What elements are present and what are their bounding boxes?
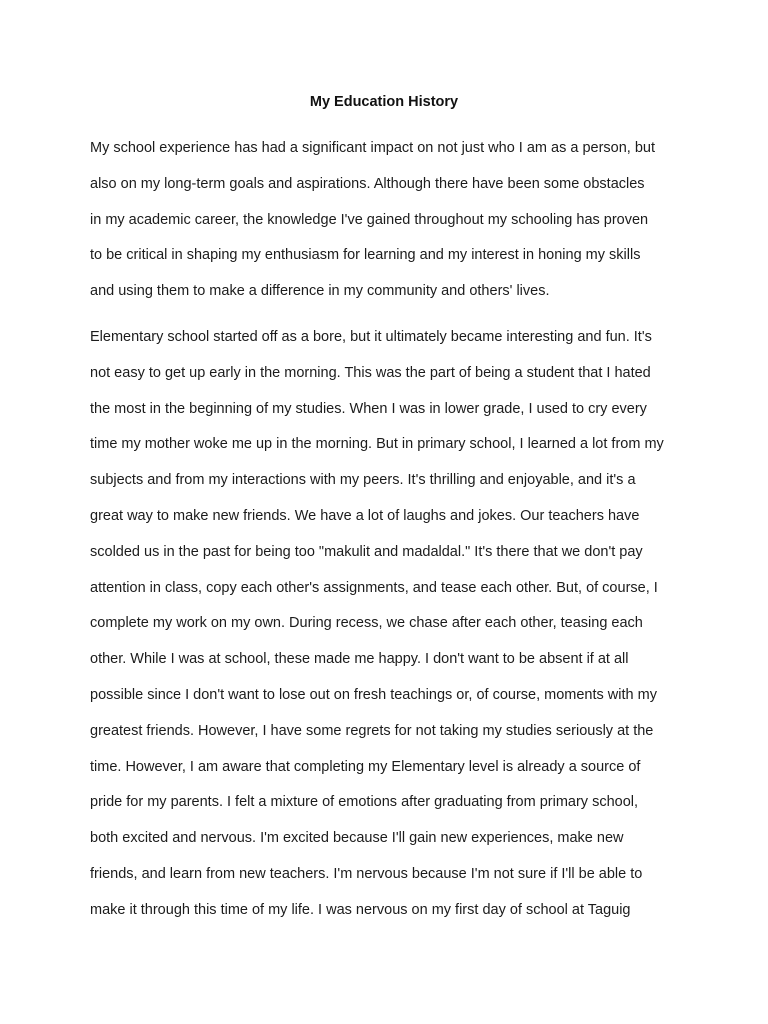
paragraph-line: subjects and from my interactions with my peers. It's thrilling and enjoyable, and it's a [90, 472, 636, 489]
paragraph-line: possible since I don't want to lose out on fresh teachings or, of course, moments with my [90, 686, 657, 703]
paragraph-line: in my academic career, the knowledge I've gained throughout my schooling has proven [90, 211, 649, 228]
paragraph-line: time. However, I am aware that completing my Elementary level is already a source of [90, 758, 641, 775]
paragraph-line: also on my long-term goals and aspirations. Although there have been some obstacles [90, 175, 645, 192]
paragraph-line: the most in the beginning of my studies. When I was in lower grade, I used to cry every [90, 400, 647, 417]
paragraph-line: make it through this time of my life. I was nervous on my first day of school at Taguig [90, 901, 631, 918]
paragraph-line: Elementary school started off as a bore, but it ultimately became interesting and fun. It's [90, 329, 652, 345]
document-title: My Education History [309, 94, 459, 110]
paragraph-1 [90, 137, 690, 316]
paragraph-line: friends, and learn from new teachers. I'm nervous because I'm not sure if I'll be able to [90, 865, 643, 882]
paragraph-line: greatest friends. However, I have some regrets for not taking my studies seriously at the [90, 722, 654, 739]
paragraph-2 [90, 326, 690, 935]
paragraph-line: both excited and nervous. I'm excited because I'll gain new experiences, make new [90, 830, 624, 847]
paragraph-line: to be critical in shaping my enthusiasm for learning and my interest in honing my skills [90, 247, 641, 264]
paragraph-line: great way to make new friends. We have a lot of laughs and jokes. Our teachers have [90, 507, 640, 524]
paragraph-line: complete my work on my own. During recess, we chase after each other, teasing each [90, 615, 643, 632]
paragraph-line: scolded us in the past for being too "makulit and madaldal." It's there that we don't pay [90, 543, 643, 560]
paragraph-line: pride for my parents. I felt a mixture of emotions after graduating from primary school, [90, 794, 639, 811]
paragraph-line: attention in class, copy each other's assignments, and tease each other. But, of course, I [90, 579, 658, 596]
paragraph-line: My school experience has had a significant impact on not just who I am as a person, but [90, 140, 656, 156]
paragraph-line: and using them to make a difference in my community and others' lives. [90, 283, 550, 300]
paragraph-line: time my mother woke me up in the morning. But in primary school, I learned a lot from my [90, 436, 664, 453]
paragraph-line: other. While I was at school, these made me happy. I don't want to be absent if at all [90, 651, 629, 668]
paragraph-line: not easy to get up early in the morning. This was the part of being a student that I hated [90, 364, 651, 381]
